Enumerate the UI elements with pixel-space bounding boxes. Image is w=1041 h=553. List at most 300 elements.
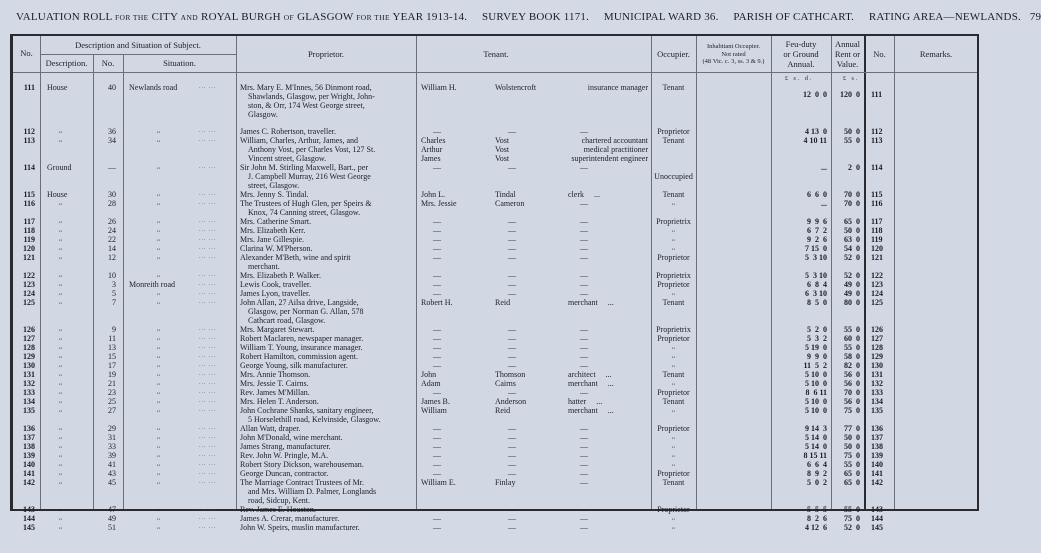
subject-number: 51 xyxy=(108,523,116,532)
annual-value: 49 0 xyxy=(844,289,860,298)
subject-number: 13 xyxy=(108,343,116,352)
situation-dots: ... ... xyxy=(199,128,217,134)
description: ,, xyxy=(59,362,62,368)
situation-dots: ... ... xyxy=(199,290,217,296)
column-rule xyxy=(123,54,124,509)
situation-dots: ... ... xyxy=(199,506,217,512)
annual-value: 70 0 xyxy=(844,199,860,208)
tenant-surname: Cameron xyxy=(495,199,525,208)
subject-number: 5 xyxy=(112,289,116,298)
tenant-surname: — xyxy=(508,235,516,244)
situation-dots: ... ... xyxy=(199,326,217,332)
description: ,, xyxy=(59,443,62,449)
description: ,, xyxy=(59,389,62,395)
occupier: Tenant xyxy=(662,298,685,307)
proprietor-line: 5 Horselethill road, Kelvinside, Glasgow. xyxy=(248,415,381,424)
situation-dots: ... ... xyxy=(199,452,217,458)
occupier: ,, xyxy=(672,524,675,530)
tenant-surname: — xyxy=(508,253,516,262)
situation-dots: ... ... xyxy=(199,407,217,413)
situation: ,, xyxy=(157,344,160,350)
subject-number: 9 xyxy=(112,325,116,334)
tenant-surname: — xyxy=(508,460,516,469)
proprietor-line: John Allan, 27 Ailsa drive, Langside, xyxy=(240,298,359,307)
situation: ,, xyxy=(157,425,160,431)
feu-duty-value: 5 14 0 xyxy=(805,433,827,442)
occupier: Proprietor xyxy=(657,388,690,397)
row-number-right: 116 xyxy=(871,199,883,208)
row-number-right: 125 xyxy=(871,298,883,307)
situation: ,, xyxy=(157,335,160,341)
header-line: Value. xyxy=(836,59,859,69)
row-number: 141 xyxy=(23,469,35,478)
proprietor-line: Robert Maclaren, newspaper manager. xyxy=(240,334,364,343)
feu-duty-value: 8 5 0 xyxy=(807,298,827,307)
situation-dots: ... ... xyxy=(199,425,217,431)
proprietor xyxy=(240,325,416,334)
occupier: ,, xyxy=(672,407,675,413)
row-number: 142 xyxy=(23,478,35,487)
header-line: Inhabitant Occupier. xyxy=(706,43,761,50)
occupier: Tenant xyxy=(662,370,685,379)
row-number-right: 132 xyxy=(871,379,883,388)
row-number: 123 xyxy=(23,280,35,289)
situation-dots: ... ... xyxy=(199,434,217,440)
annual-value: 50 0 xyxy=(844,127,860,136)
subject-number: 31 xyxy=(108,433,116,442)
proprietor-line: James A. Crerar, manufacturer. xyxy=(240,514,340,523)
tenant-occupation: — xyxy=(580,343,588,352)
occupier: Tenant xyxy=(662,478,685,487)
proprietor xyxy=(240,235,416,244)
row-number: 111 xyxy=(23,83,35,92)
survey-book: SURVEY BOOK 1171. xyxy=(481,11,590,23)
header-line: Feu-duty xyxy=(785,39,817,49)
occupier: ,, xyxy=(672,290,675,296)
annual-value: 49 0 xyxy=(844,280,860,289)
tenant-first-name: Adam xyxy=(421,379,441,388)
proprietor xyxy=(240,298,416,325)
title-word: CITY xyxy=(151,11,178,23)
proprietor-line: Allan Watt, draper. xyxy=(240,424,301,433)
tenant-occupation: chartered accountant xyxy=(581,136,648,145)
header-line: Rent or xyxy=(834,49,861,59)
feu-duty-value: 5 0 2 xyxy=(807,478,827,487)
proprietor-line: Knox, 74 Canning street, Glasgow. xyxy=(248,208,361,217)
proprietor-line: J. Campbell Murray, 216 West George xyxy=(248,172,371,181)
proprietor-line: Rev. James E. Houston. xyxy=(240,505,316,514)
row-number: 128 xyxy=(23,343,35,352)
annual-value: 56 0 xyxy=(844,379,860,388)
tenant-occupation: — xyxy=(580,334,588,343)
situation-dots: ... ... xyxy=(199,443,217,449)
situation-dots: ... ... xyxy=(199,371,217,377)
title-word: VALUATION ROLL xyxy=(16,11,112,23)
proprietor-line: Mrs. Jane Gillespie. xyxy=(240,235,304,244)
feu-duty-value: 8 2 6 xyxy=(807,514,827,523)
row-number: 133 xyxy=(23,388,35,397)
unit-feu: £ s. d. xyxy=(785,76,814,82)
tenant-occupation: — xyxy=(580,424,588,433)
situation: ,, xyxy=(157,362,160,368)
tenant-first-name: — xyxy=(433,163,441,172)
feu-duty-value: 11 5 2 xyxy=(803,361,827,370)
situation-dots: ... ... xyxy=(199,524,217,530)
tenant-surname: Vost xyxy=(495,145,510,154)
tenant-first-name: — xyxy=(433,271,441,280)
feu-duty-value: 6 3 10 xyxy=(805,289,827,298)
header-description: Description. xyxy=(45,58,88,68)
proprietor-line: Lewis Cook, traveller. xyxy=(240,280,312,289)
situation-dots: ... ... xyxy=(199,245,217,251)
row-number-right: 113 xyxy=(871,136,883,145)
annual-value: 55 0 xyxy=(844,136,860,145)
header-tenant: Tenant. xyxy=(483,49,509,59)
description: Ground xyxy=(47,163,72,172)
tenant-first-name: — xyxy=(433,505,441,514)
tenant-first-name: — xyxy=(433,343,441,352)
situation: ,, xyxy=(157,137,160,143)
feu-duty-value: 6 6 0 xyxy=(807,190,827,199)
tenant-surname: — xyxy=(508,163,516,172)
situation: ,, xyxy=(157,389,160,395)
proprietor-line: The Trustees of Hugh Glen, per Speirs & xyxy=(240,199,372,208)
annual-value: 52 0 xyxy=(844,523,860,532)
annual-value: 75 0 xyxy=(844,406,860,415)
proprietor xyxy=(240,352,416,361)
row-number-right: 117 xyxy=(871,217,883,226)
situation: ,, xyxy=(157,299,160,305)
tenant-surname: — xyxy=(508,442,516,451)
description: House xyxy=(47,190,68,199)
header-line: Annual xyxy=(834,39,861,49)
occupier: ,, xyxy=(672,245,675,251)
proprietor-line: John W. Speirs, muslin manufacturer. xyxy=(240,523,360,532)
subject-number: 33 xyxy=(108,442,116,451)
tenant-occupation: — xyxy=(580,505,588,514)
annual-value: 54 0 xyxy=(844,244,860,253)
row-number-right: 123 xyxy=(871,280,883,289)
proprietor xyxy=(240,433,416,442)
tenant-first-name: — xyxy=(433,289,441,298)
subject-number: 45 xyxy=(108,478,116,487)
row-number: 140 xyxy=(23,460,35,469)
tenant-surname: — xyxy=(508,334,516,343)
description: ,, xyxy=(59,407,62,413)
tenant-first-name: James B. xyxy=(421,397,450,406)
tenant-first-name: — xyxy=(433,388,441,397)
situation: ,, xyxy=(157,245,160,251)
row-number: 127 xyxy=(23,334,35,343)
occupier: ,, xyxy=(672,227,675,233)
description: ,, xyxy=(59,479,62,485)
proprietor-line: William T. Young, insurance manager. xyxy=(240,343,363,352)
subject-number: — xyxy=(108,163,116,172)
tenant-surname: Reid xyxy=(495,406,511,415)
row-number: 135 xyxy=(23,406,35,415)
proprietor xyxy=(240,442,416,451)
annual-value: 55 0 xyxy=(844,325,860,334)
tenant-surname: — xyxy=(508,289,516,298)
tenant-occupation: — xyxy=(580,244,588,253)
feu-duty-value: 7 15 0 xyxy=(805,244,827,253)
occupier: Proprietrix xyxy=(656,325,691,334)
proprietor-line: Rev. James M'Millan. xyxy=(240,388,310,397)
row-number: 113 xyxy=(23,136,35,145)
feu-duty-value: 5 5 5 xyxy=(807,505,827,514)
subject-number: 40 xyxy=(108,83,116,92)
occupier: Proprietor xyxy=(657,280,690,289)
tenant-first-name: — xyxy=(433,280,441,289)
occupier: Tenant xyxy=(662,190,685,199)
tenant-occupation: — xyxy=(580,253,588,262)
annual-value: 70 0 xyxy=(844,388,860,397)
tenant-surname: — xyxy=(508,469,516,478)
header-line: Not rated xyxy=(721,50,746,58)
feu-duty-value: 5 10 0 xyxy=(805,406,827,415)
situation: ,, xyxy=(157,290,160,296)
row-number: 124 xyxy=(23,289,35,298)
proprietor xyxy=(240,127,416,136)
row-number-right: 118 xyxy=(871,226,883,235)
situation: ,, xyxy=(157,461,160,467)
title-connector: FOR THE xyxy=(114,13,149,22)
tenant-first-name: John L. xyxy=(421,190,445,199)
tenant-surname: — xyxy=(508,433,516,442)
proprietor xyxy=(240,397,416,406)
row-number-right: 121 xyxy=(871,253,883,262)
proprietor xyxy=(240,343,416,352)
proprietor xyxy=(240,379,416,388)
subject-number: 34 xyxy=(108,136,116,145)
title-connector: FOR THE xyxy=(356,13,390,22)
occupier: Tenant xyxy=(662,83,685,92)
situation: ,, xyxy=(157,479,160,485)
header-remarks: Remarks. xyxy=(919,49,953,59)
occupier: ,, xyxy=(672,344,675,350)
annual-value: 58 0 xyxy=(844,352,860,361)
situation: ,, xyxy=(157,272,160,278)
row-number: 143 xyxy=(23,505,35,514)
occupier: Proprietor xyxy=(657,469,690,478)
situation: ,, xyxy=(157,200,160,206)
proprietor-line: Mrs. Margaret Stewart. xyxy=(240,325,315,334)
proprietor xyxy=(240,424,416,433)
situation-dots: ... ... xyxy=(199,218,217,224)
row-number-right: 133 xyxy=(871,388,883,397)
tenant-occupation: architect ... xyxy=(568,370,612,379)
tenant-surname: — xyxy=(508,388,516,397)
tenant-occupation: superintendent engineer xyxy=(571,154,648,163)
occupier: Proprietor xyxy=(657,505,690,514)
tenant-surname: — xyxy=(508,514,516,523)
proprietor xyxy=(240,505,416,514)
proprietor-line: Mrs. Elizabeth Kerr. xyxy=(240,226,306,235)
occupier: ,, xyxy=(672,380,675,386)
tenant-first-name: — xyxy=(433,424,441,433)
row-number-right: 120 xyxy=(871,244,883,253)
tenant-surname: — xyxy=(508,127,516,136)
occupier: Proprietrix xyxy=(656,271,691,280)
feu-duty-value: 6 8 4 xyxy=(807,280,827,289)
situation-dots: ... ... xyxy=(199,461,217,467)
situation-dots: ... ... xyxy=(199,335,217,341)
tenant-occupation: — xyxy=(580,226,588,235)
tenant-surname: — xyxy=(508,226,516,235)
row-number-right: 142 xyxy=(871,478,883,487)
tenant-first-name: — xyxy=(433,226,441,235)
tenant-first-name: — xyxy=(433,334,441,343)
header-line: or Ground xyxy=(783,49,819,59)
proprietor-line: George Duncan, contractor. xyxy=(240,469,329,478)
row-number-right: 135 xyxy=(871,406,883,415)
feu-duty-value: 8 15 11 xyxy=(803,451,827,460)
subject-number: 12 xyxy=(108,253,116,262)
description: ,, xyxy=(59,434,62,440)
occupier: Proprietor xyxy=(657,334,690,343)
description: ,, xyxy=(59,200,62,206)
description: ,, xyxy=(59,218,62,224)
proprietor-line: George Young, silk manufacturer. xyxy=(240,361,348,370)
occupier: Proprietrix xyxy=(656,217,691,226)
annual-value: 82 0 xyxy=(844,361,860,370)
tenant-first-name: Mrs. Jessie xyxy=(421,199,457,208)
description: ,, xyxy=(59,254,62,260)
row-number-right: 140 xyxy=(871,460,883,469)
situation-dots: ... ... xyxy=(199,137,217,143)
tenant-first-name: — xyxy=(433,253,441,262)
tenant-first-name: — xyxy=(433,235,441,244)
occupier: Proprietor xyxy=(657,253,690,262)
proprietor xyxy=(240,199,416,217)
tenant-occupation: — xyxy=(580,523,588,532)
row-number-right: 144 xyxy=(871,514,883,523)
row-number: 118 xyxy=(23,226,35,235)
row-number-right: 114 xyxy=(871,163,883,172)
header-no-right: No. xyxy=(873,49,886,59)
proprietor xyxy=(240,163,416,190)
proprietor-line: Robert Hamilton, commission agent. xyxy=(240,352,358,361)
subject-number: 21 xyxy=(108,379,116,388)
occupier: ,, xyxy=(672,236,675,242)
proprietor-line: Alexander M'Beth, wine and spirit xyxy=(240,253,351,262)
row-number-right: 127 xyxy=(871,334,883,343)
tenant-surname: Finlay xyxy=(495,478,516,487)
situation: ,, xyxy=(157,407,160,413)
situation: ,, xyxy=(157,254,160,260)
proprietor-line: street, Glasgow. xyxy=(248,181,300,190)
tenant-occupation: clerk ... xyxy=(568,190,600,199)
occupier: Proprietor xyxy=(657,424,690,433)
column-rule xyxy=(831,36,832,509)
situation-dots: ... ... xyxy=(199,380,217,386)
tenant-occupation: — xyxy=(580,127,588,136)
header-no: No. xyxy=(20,48,33,58)
subject-number: 28 xyxy=(108,199,116,208)
situation-dots: ... ... xyxy=(199,470,217,476)
subject-number: 10 xyxy=(108,271,116,280)
unit-annual: £ s. xyxy=(843,76,860,82)
row-number: 119 xyxy=(23,235,35,244)
subject-number: 15 xyxy=(108,352,116,361)
proprietor-line: Anthony Vost, per Charles Vost, 127 St. xyxy=(248,145,376,154)
feu-duty-value: 5 2 0 xyxy=(807,325,827,334)
situation: ,, xyxy=(157,227,160,233)
proprietor-line: Mrs. Jenny S. Tindal. xyxy=(240,190,309,199)
tenant-occupation: — xyxy=(580,361,588,370)
proprietor-line: Mrs. Catherine Smart. xyxy=(240,217,312,226)
subject-number: 26 xyxy=(108,217,116,226)
feu-duty-value: 8 9 2 xyxy=(807,469,827,478)
tenant-first-name: — xyxy=(433,433,441,442)
tenant-occupation: — xyxy=(580,388,588,397)
situation-dots: ... ... xyxy=(199,236,217,242)
row-number-right: 136 xyxy=(871,424,883,433)
occupier: ,, xyxy=(672,200,675,206)
proprietor-line: James Lyon, traveller. xyxy=(240,289,311,298)
row-number: 139 xyxy=(23,451,35,460)
proprietor xyxy=(240,244,416,253)
situation: ,, xyxy=(157,128,160,134)
subject-number: 49 xyxy=(108,514,116,523)
situation: ,, xyxy=(157,236,160,242)
tenant-occupation: — xyxy=(580,451,588,460)
tenant-first-name: — xyxy=(433,325,441,334)
tenant-surname: Reid xyxy=(495,298,511,307)
situation-dots: ... ... xyxy=(199,344,217,350)
row-number-right: 134 xyxy=(871,397,883,406)
proprietor-line: Glasgow, per Norman G. Allan, 578 xyxy=(248,307,364,316)
tenant-occupation: — xyxy=(580,514,588,523)
description: House xyxy=(47,83,68,92)
feu-duty-value: 9 2 6 xyxy=(807,235,827,244)
proprietor-line: Rev. John W. Pringle, M.A. xyxy=(240,451,329,460)
tenant-first-name: William H. xyxy=(421,83,457,92)
feu-duty-value: 9 14 3 xyxy=(805,424,827,433)
tenant-occupation: medical practitioner xyxy=(583,145,648,154)
tenant-occupation: — xyxy=(580,235,588,244)
situation-dots: ... ... xyxy=(199,164,217,170)
situation: ,, xyxy=(157,515,160,521)
row-number-right: 137 xyxy=(871,433,883,442)
proprietor-line: and Mrs. William D. Palmer, Longlands xyxy=(248,487,377,496)
annual-value: 65 0 xyxy=(844,217,860,226)
tenant-occupation: — xyxy=(580,352,588,361)
proprietor-line: merchant. xyxy=(248,262,280,271)
proprietor xyxy=(240,478,416,505)
tenant-surname: Vost xyxy=(495,154,510,163)
row-number: 144 xyxy=(23,514,35,523)
situation: ,, xyxy=(157,371,160,377)
row-number-right: 141 xyxy=(871,469,883,478)
feu-duty-value: 5 14 0 xyxy=(805,442,827,451)
situation-dots: ... ... xyxy=(199,272,217,278)
subject-number: 27 xyxy=(108,406,116,415)
tenant-first-name: — xyxy=(433,352,441,361)
proprietor-line: Mrs. Elizabeth P. Walker. xyxy=(240,271,321,280)
feu-duty-value: 9 9 0 xyxy=(807,352,827,361)
tenant-occupation: — xyxy=(580,280,588,289)
description: ,, xyxy=(59,461,62,467)
tenant-first-name: William E. xyxy=(421,478,456,487)
feu-duty-value: 4 13 0 xyxy=(805,127,827,136)
header-subject-no: No. xyxy=(101,58,115,68)
tenant-occupation: — xyxy=(580,442,588,451)
description: ,, xyxy=(59,515,62,521)
proprietor xyxy=(240,334,416,343)
annual-value: 63 0 xyxy=(844,235,860,244)
page-title xyxy=(16,11,1041,23)
